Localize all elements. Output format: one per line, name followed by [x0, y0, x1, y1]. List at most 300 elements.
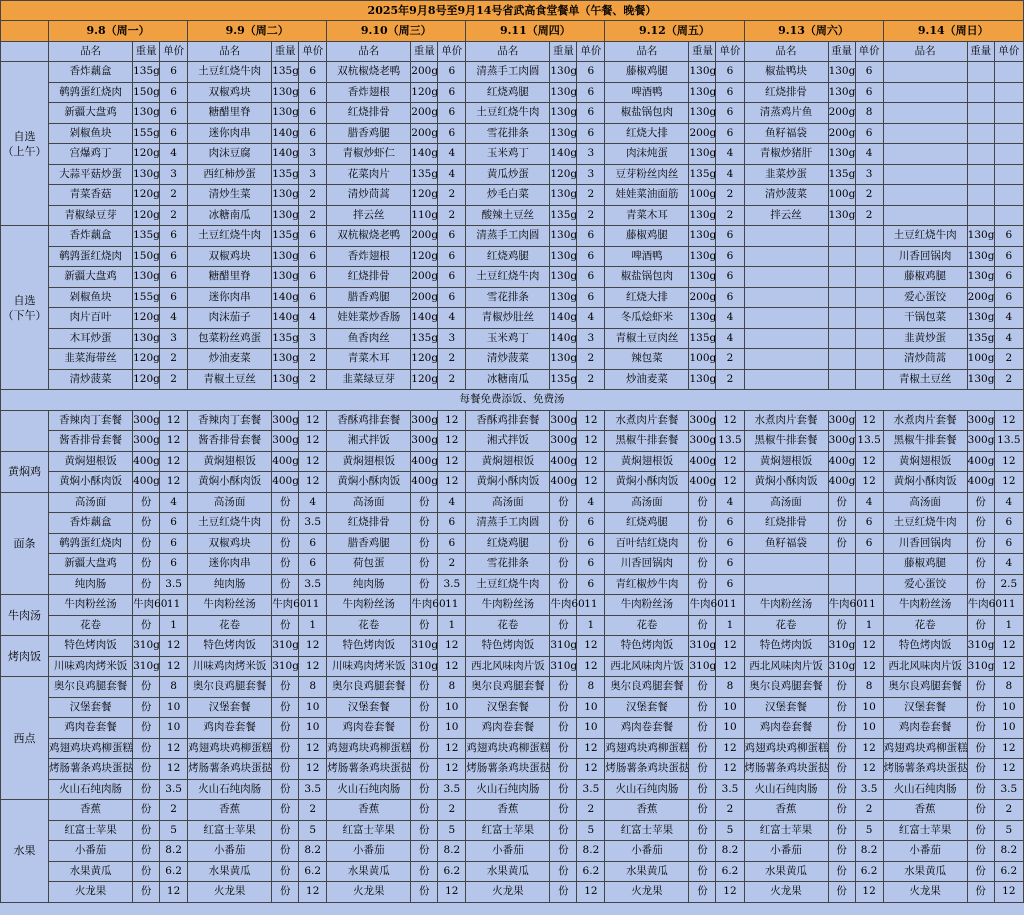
dish-weight: 份: [828, 820, 855, 841]
dish-price: 4: [716, 492, 744, 513]
dish-name: 川味鸡肉烤米饭: [49, 656, 133, 677]
dish-weight: 份: [411, 800, 438, 821]
dish-price: 12: [855, 882, 883, 903]
dish-price: 12: [577, 451, 605, 472]
dish-price: 12: [438, 472, 466, 493]
dish-price: 10: [160, 697, 188, 718]
dish-weight: 份: [550, 882, 577, 903]
dish-name: 水煮肉片套餐: [883, 410, 967, 431]
dish-name: 红烧大排: [605, 123, 689, 144]
dish-price: 2: [299, 349, 327, 370]
dish-price: 8.2: [160, 841, 188, 862]
dish-price: 6.2: [438, 861, 466, 882]
dish-weight: 130g: [133, 267, 160, 288]
dish-name: 香辣肉丁套餐: [188, 410, 272, 431]
dish-price: [855, 267, 883, 288]
dish-name: 拌云丝: [327, 205, 411, 226]
dish-weight: 份: [689, 574, 716, 595]
dish-name: 肉片百叶: [49, 308, 133, 329]
dish-price: [994, 103, 1023, 124]
dish-weight: 份: [411, 574, 438, 595]
dish-weight: 130g: [550, 62, 577, 83]
dish-weight: 400g: [550, 451, 577, 472]
dish-name: 清炒生菜: [188, 185, 272, 206]
dish-name: 土豆红烧牛肉: [466, 574, 550, 595]
dish-weight: [828, 226, 855, 247]
dish-price: 2: [716, 205, 744, 226]
dish-weight: 310g: [133, 636, 160, 657]
dish-name: 黄焖小酥肉饭: [605, 472, 689, 493]
dish-name: 拌云丝: [744, 205, 828, 226]
dish-price: 3.5: [299, 574, 327, 595]
dish-weight: 130g: [272, 103, 299, 124]
dish-weight: 份: [550, 759, 577, 780]
column-header-row: [1, 41, 1024, 62]
dish-name: 藤椒鸡腿: [883, 267, 967, 288]
dish-price: 12: [994, 472, 1023, 493]
dish-name: 青椒绿豆芽: [49, 205, 133, 226]
dish-price: 6: [577, 554, 605, 575]
dish-price: 4: [994, 308, 1023, 329]
menu-row: [1, 472, 1024, 493]
weight-header: 重量: [133, 41, 160, 62]
dish-weight: 份: [967, 841, 994, 862]
dish-weight: 份: [272, 615, 299, 636]
dish-name: 香酥鸡排套餐: [466, 410, 550, 431]
dish-name: 火山石纯肉肠: [188, 779, 272, 800]
dish-price: 12: [577, 738, 605, 759]
dish-price: 13.5: [994, 431, 1023, 452]
dish-name: 牛肉粉丝汤: [188, 595, 272, 616]
dish-name: 鸡肉卷套餐: [744, 718, 828, 739]
dish-weight: 份: [411, 779, 438, 800]
dish-price: [994, 82, 1023, 103]
dish-price: 10: [855, 697, 883, 718]
dish-name: [883, 62, 967, 83]
dish-price: 8: [438, 677, 466, 698]
dish-weight: 份: [272, 492, 299, 513]
dish-name: 牛肉粉丝汤: [466, 595, 550, 616]
dish-name: 火山石纯肉肠: [49, 779, 133, 800]
dish-weight: 200g: [689, 287, 716, 308]
dish-price: [855, 554, 883, 575]
dish-price: 3: [438, 328, 466, 349]
dish-price: 6: [160, 246, 188, 267]
dish-weight: 200g: [967, 287, 994, 308]
dish-name: 汉堡套餐: [188, 697, 272, 718]
dish-name: 纯肉肠: [188, 574, 272, 595]
dish-price: 8: [855, 677, 883, 698]
dish-weight: 130g: [272, 369, 299, 390]
dish-price: 6: [716, 267, 744, 288]
dish-price: 6.2: [577, 861, 605, 882]
dish-name-header: 品名: [744, 41, 828, 62]
dish-name: 黄焖翅根饭: [49, 451, 133, 472]
dish-price: 12: [716, 472, 744, 493]
dish-weight: 份: [967, 820, 994, 841]
dish-price: 12: [716, 882, 744, 903]
dish-name: 红富士苹果: [883, 820, 967, 841]
dish-name: 雪花排条: [466, 123, 550, 144]
dish-name: 红富士苹果: [605, 820, 689, 841]
dish-weight: 100g: [689, 349, 716, 370]
dish-price: 6.2: [299, 861, 327, 882]
dish-name: 汉堡套餐: [466, 697, 550, 718]
dish-weight: 牛肉60: [689, 595, 716, 616]
dish-weight: 135g: [689, 164, 716, 185]
dish-price: 8.2: [577, 841, 605, 862]
free-rice-soup-note: 每餐免费添饭、免费汤: [1, 390, 1024, 411]
dish-name: 清蒸手工肉圆: [466, 513, 550, 534]
dish-weight: 400g: [411, 451, 438, 472]
dish-price: 2: [438, 369, 466, 390]
dish-name: 土豆红烧牛肉: [883, 513, 967, 534]
dish-price: 12: [716, 738, 744, 759]
dish-weight: 400g: [550, 472, 577, 493]
dish-price: 6: [716, 226, 744, 247]
dish-name: 清炒茼蒿: [883, 349, 967, 370]
dish-weight: 份: [828, 492, 855, 513]
dish-weight: [828, 554, 855, 575]
menu-row: [1, 144, 1024, 165]
dish-weight: 130g: [689, 62, 716, 83]
dish-name: 火龙果: [466, 882, 550, 903]
dish-price: 12: [716, 656, 744, 677]
dish-price: 6: [438, 226, 466, 247]
dish-price: [855, 287, 883, 308]
dish-price: 3: [855, 164, 883, 185]
dish-weight: 200g: [689, 123, 716, 144]
dish-weight: 份: [411, 677, 438, 698]
dish-weight: 份: [828, 677, 855, 698]
dish-price: 11: [160, 595, 188, 616]
dish-weight: 份: [689, 861, 716, 882]
dish-weight: 130g: [133, 328, 160, 349]
dish-weight: 140g: [272, 144, 299, 165]
dish-weight: [828, 308, 855, 329]
dish-price: 8.2: [299, 841, 327, 862]
dish-name: 火龙果: [327, 882, 411, 903]
dish-weight: 130g: [689, 308, 716, 329]
dish-weight: 份: [828, 738, 855, 759]
dish-price: 2: [299, 800, 327, 821]
menu-row: [1, 841, 1024, 862]
dish-price: 4: [716, 164, 744, 185]
dish-price: 12: [438, 410, 466, 431]
dish-name: 鱼籽福袋: [744, 123, 828, 144]
dish-name: 奥尔良鸡腿套餐: [49, 677, 133, 698]
dish-price: 12: [160, 656, 188, 677]
dish-weight: 份: [411, 492, 438, 513]
dish-weight: 300g: [411, 410, 438, 431]
dish-name: 西北风味肉片饭: [883, 656, 967, 677]
dish-name: 红富士苹果: [49, 820, 133, 841]
dish-price: 12: [716, 636, 744, 657]
dish-name-header: 品名: [605, 41, 689, 62]
dish-price: 10: [716, 697, 744, 718]
dish-price: 12: [994, 656, 1023, 677]
dish-price: 4: [716, 328, 744, 349]
menu-row: [1, 513, 1024, 534]
price-header: 单价: [160, 41, 188, 62]
dish-price: 2: [160, 205, 188, 226]
dish-name: 黄焖翅根饭: [327, 451, 411, 472]
menu-row: [1, 226, 1024, 247]
dish-name: 花卷: [466, 615, 550, 636]
dish-price: 12: [160, 759, 188, 780]
dish-name: 土豆红烧牛肉: [188, 62, 272, 83]
day-header: 9.11（周四）: [466, 21, 605, 42]
dish-name: 汉堡套餐: [744, 697, 828, 718]
dish-weight: 份: [272, 533, 299, 554]
dish-price: 10: [299, 697, 327, 718]
dish-weight: 130g: [550, 123, 577, 144]
dish-price: 3.5: [160, 779, 188, 800]
dish-price: 3.5: [160, 574, 188, 595]
dish-weight: 份: [967, 615, 994, 636]
dish-weight: [967, 205, 994, 226]
dish-weight: 200g: [828, 123, 855, 144]
dish-price: 10: [438, 718, 466, 739]
dish-weight: 400g: [689, 451, 716, 472]
dish-name: 特色烤肉饭: [605, 636, 689, 657]
day-header: 9.12（周五）: [605, 21, 744, 42]
dish-name: 青椒土豆丝: [883, 369, 967, 390]
dish-weight: 份: [133, 738, 160, 759]
dish-price: 4: [716, 308, 744, 329]
menu-row: [1, 800, 1024, 821]
dish-name: 黄焖小酥肉饭: [883, 472, 967, 493]
dish-weight: 份: [550, 779, 577, 800]
dish-price: 6: [994, 513, 1023, 534]
dish-price: 12: [160, 451, 188, 472]
dish-name: 黄焖小酥肉饭: [188, 472, 272, 493]
dish-name: 雪花排条: [466, 287, 550, 308]
dish-price: 10: [299, 718, 327, 739]
dish-name: 娃娃菜炒香肠: [327, 308, 411, 329]
dish-weight: 份: [411, 615, 438, 636]
weight-header: 重量: [550, 41, 577, 62]
dish-name: 汉堡套餐: [605, 697, 689, 718]
dish-price: 6: [299, 103, 327, 124]
dish-weight: 400g: [272, 451, 299, 472]
dish-name: 西北风味肉片饭: [466, 656, 550, 677]
dish-weight: 份: [967, 574, 994, 595]
dish-name: 啤酒鸭: [605, 246, 689, 267]
dish-name: 鸡肉卷套餐: [605, 718, 689, 739]
dish-weight: 份: [689, 533, 716, 554]
dish-name: 火龙果: [883, 882, 967, 903]
menu-row: [1, 82, 1024, 103]
dish-name: 鹌鹑蛋红烧肉: [49, 246, 133, 267]
dish-price: 6: [716, 287, 744, 308]
dish-name: 香蕉: [327, 800, 411, 821]
dish-weight: 300g: [272, 410, 299, 431]
dish-weight: 份: [550, 861, 577, 882]
dish-price: 12: [438, 636, 466, 657]
menu-row: [1, 718, 1024, 739]
dish-weight: 400g: [967, 472, 994, 493]
weight-header: 重量: [828, 41, 855, 62]
dish-weight: 130g: [272, 246, 299, 267]
dish-weight: 120g: [133, 185, 160, 206]
dish-weight: 140g: [550, 308, 577, 329]
dish-name: 水果黄瓜: [49, 861, 133, 882]
dish-name: [883, 103, 967, 124]
dish-price: 3: [299, 328, 327, 349]
dish-weight: 份: [133, 615, 160, 636]
dish-weight: 200g: [411, 123, 438, 144]
dish-name: 西北风味肉片饭: [605, 656, 689, 677]
dish-name: 酱香排骨套餐: [49, 431, 133, 452]
dish-name: 汉堡套餐: [327, 697, 411, 718]
dish-name: 奥尔良鸡腿套餐: [605, 677, 689, 698]
dish-weight: 100g: [828, 185, 855, 206]
dish-price: 12: [994, 882, 1023, 903]
dish-weight: [967, 164, 994, 185]
dish-price: 11: [716, 595, 744, 616]
dish-weight: 份: [689, 513, 716, 534]
dish-price: 2: [577, 369, 605, 390]
dish-name: 黄焖小酥肉饭: [327, 472, 411, 493]
menu-row: [1, 861, 1024, 882]
dish-name: 烤肠薯条鸡块蛋挞: [49, 759, 133, 780]
dish-name: [744, 287, 828, 308]
menu-row: [1, 205, 1024, 226]
dish-price: 3.5: [299, 513, 327, 534]
weight-header: 重量: [967, 41, 994, 62]
dish-price: 6: [299, 267, 327, 288]
dish-price: 2: [577, 349, 605, 370]
dish-weight: [967, 144, 994, 165]
menu-row: [1, 656, 1024, 677]
dish-price: 12: [438, 738, 466, 759]
dish-price: 6: [994, 246, 1023, 267]
dish-weight: [828, 574, 855, 595]
dish-price: 12: [994, 636, 1023, 657]
corner-cell: [1, 21, 49, 42]
dish-weight: 份: [967, 677, 994, 698]
dish-name: [744, 574, 828, 595]
dish-price: 12: [299, 759, 327, 780]
dish-price: 6: [577, 246, 605, 267]
dish-name: 鱼籽福袋: [744, 533, 828, 554]
dish-name: 黄焖翅根饭: [188, 451, 272, 472]
dish-price: 3: [577, 328, 605, 349]
dish-weight: 400g: [133, 472, 160, 493]
dish-weight: 130g: [550, 267, 577, 288]
dish-weight: 200g: [411, 103, 438, 124]
dish-price: 6: [855, 82, 883, 103]
dish-name: 肉沫茄子: [188, 308, 272, 329]
dish-price: 6.2: [160, 861, 188, 882]
dish-price: 12: [160, 882, 188, 903]
dish-name: 水果黄瓜: [605, 861, 689, 882]
price-header: 单价: [299, 41, 327, 62]
dish-price: 2: [855, 185, 883, 206]
dish-price: 6: [994, 226, 1023, 247]
dish-weight: 份: [967, 882, 994, 903]
dish-price: 6: [716, 574, 744, 595]
dish-name: 韭黄炒蛋: [883, 328, 967, 349]
dish-name: 奥尔良鸡腿套餐: [327, 677, 411, 698]
dish-name: 辣包菜: [605, 349, 689, 370]
dish-weight: 份: [411, 759, 438, 780]
dish-weight: 130g: [272, 185, 299, 206]
dish-weight: 135g: [828, 164, 855, 185]
dish-price: 12: [299, 738, 327, 759]
dish-name: 糖醋里脊: [188, 103, 272, 124]
dish-name: 红烧鸡腿: [466, 533, 550, 554]
dish-weight: 份: [967, 718, 994, 739]
dish-price: 3: [299, 164, 327, 185]
dish-name: 啤酒鸭: [605, 82, 689, 103]
dish-weight: 130g: [689, 226, 716, 247]
dish-name: 红烧排骨: [327, 103, 411, 124]
dish-price: 12: [438, 431, 466, 452]
dish-weight: 200g: [411, 226, 438, 247]
dish-weight: 310g: [272, 636, 299, 657]
dish-weight: 份: [967, 738, 994, 759]
dish-name: 小番茄: [188, 841, 272, 862]
dish-name: 双杭椒烧老鸭: [327, 62, 411, 83]
dish-weight: 份: [689, 779, 716, 800]
dish-name: 水果黄瓜: [327, 861, 411, 882]
dish-weight: 份: [967, 861, 994, 882]
dish-price: 12: [160, 410, 188, 431]
dish-price: 6: [716, 554, 744, 575]
dish-weight: 140g: [272, 308, 299, 329]
dish-price: 12: [994, 738, 1023, 759]
dish-price: 6: [716, 513, 744, 534]
dish-weight: 135g: [550, 205, 577, 226]
dish-price: 8.2: [994, 841, 1023, 862]
dish-name-header: 品名: [327, 41, 411, 62]
dish-name: 玉米鸡丁: [466, 328, 550, 349]
dish-price: 6: [716, 82, 744, 103]
dish-name: 鸡翅鸡块鸡柳蛋糕: [605, 738, 689, 759]
dish-name: 烤肠薯条鸡块蛋挞: [466, 759, 550, 780]
dish-name: 清炒菠菜: [744, 185, 828, 206]
dish-price: 4: [577, 492, 605, 513]
dish-price: 2: [577, 205, 605, 226]
dish-weight: 200g: [828, 103, 855, 124]
dish-name: 高汤面: [327, 492, 411, 513]
dish-name: 双椒鸡块: [188, 533, 272, 554]
dish-price: 4: [160, 144, 188, 165]
dish-name: 小番茄: [466, 841, 550, 862]
dish-weight: 140g: [272, 287, 299, 308]
dish-price: 6: [160, 554, 188, 575]
dish-price: 11: [299, 595, 327, 616]
dish-name-header: 品名: [466, 41, 550, 62]
dish-name: 高汤面: [188, 492, 272, 513]
dish-price: 4: [160, 492, 188, 513]
dish-price: 6: [299, 82, 327, 103]
dish-name: 青椒炒虾仁: [327, 144, 411, 165]
dish-weight: 140g: [411, 308, 438, 329]
dish-name-header: 品名: [188, 41, 272, 62]
dish-name: 清蒸鸡片鱼: [744, 103, 828, 124]
dish-name: 韭菜绿豆芽: [327, 369, 411, 390]
dish-price: 6: [299, 246, 327, 267]
dish-name-header: 品名: [49, 41, 133, 62]
menu-row: [1, 62, 1024, 83]
dish-weight: 120g: [411, 369, 438, 390]
dish-weight: 份: [411, 882, 438, 903]
dish-weight: 130g: [133, 164, 160, 185]
day-header: 9.8（周一）: [49, 21, 188, 42]
